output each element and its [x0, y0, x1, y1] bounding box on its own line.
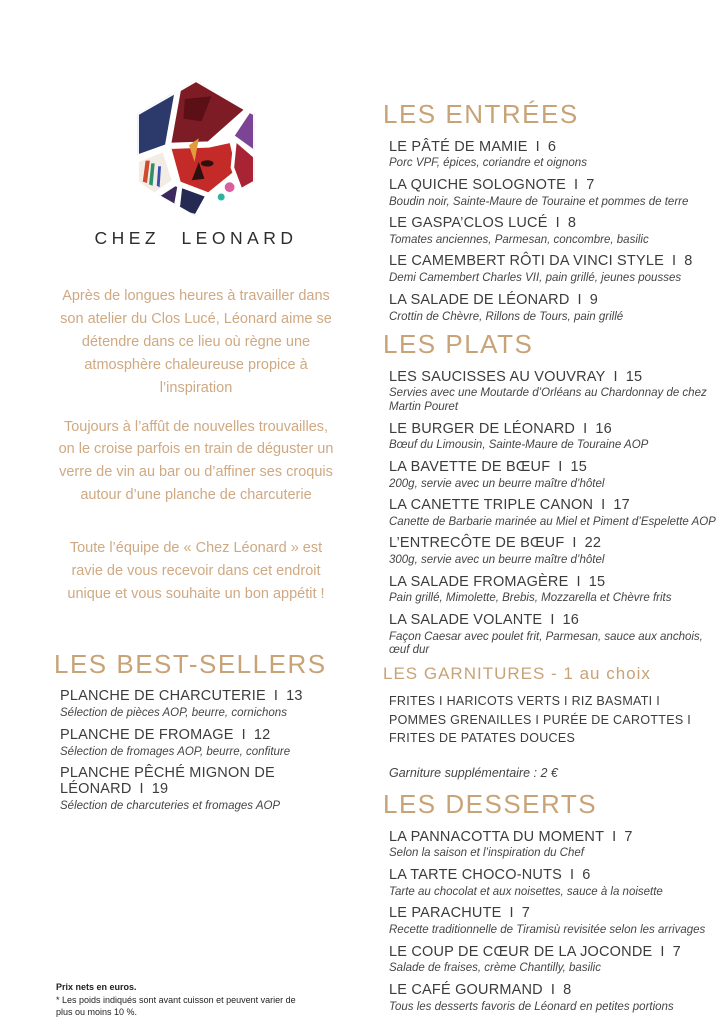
price-separator: I	[550, 981, 556, 998]
item-description: Recette traditionnelle de Tiramisù revisitée selon les arrivages	[389, 924, 706, 937]
item-price: 17	[613, 497, 630, 514]
item-price: 8	[563, 981, 572, 998]
menu-item	[389, 829, 723, 861]
item-description: Façon Caesar avec poulet frit, Parmesan, sauce aux anchois, œuf dur	[389, 630, 703, 657]
item-description: Tomates anciennes, Parmesan, concombre, basilic	[389, 233, 649, 246]
item-name: LES SAUCISSES AU VOUVRAY	[389, 368, 606, 385]
left-column	[54, 78, 338, 820]
item-name: LE GASPA’CLOS LUCÉ	[389, 215, 548, 232]
menu-item	[389, 905, 723, 937]
price-separator: I	[550, 612, 555, 629]
price-separator: I	[273, 688, 279, 705]
price-separator: I	[570, 867, 575, 884]
menu-item	[389, 139, 723, 171]
item-description: Demi Camembert Charles VII, pain grillé, jeunes pousses	[389, 272, 682, 285]
item-description: Porc VPF, épices, coriandre et oignons	[389, 157, 587, 170]
item-price: 12	[253, 726, 271, 743]
menu-item	[60, 688, 338, 720]
item-description: Servies avec une Moutarde d’Orléans au Chardonnay de chez Martin Pouret	[389, 387, 707, 413]
item-price: 16	[595, 420, 612, 437]
price-separator: I	[601, 497, 606, 514]
item-name: LA SALADE VOLANTE	[389, 612, 543, 629]
menu-item	[389, 215, 723, 247]
section-plats	[383, 330, 723, 658]
menu-item	[389, 459, 723, 491]
item-name: LA TARTE CHOCO-NUTS	[389, 867, 562, 884]
logo-detail	[201, 160, 214, 166]
price-separator: I	[660, 943, 665, 960]
hexagon-logo-icon	[126, 78, 266, 218]
price-separator: I	[612, 828, 617, 845]
menu-item	[389, 982, 723, 1014]
garnitures-line: FRITES DE PATATES DOUCES	[389, 731, 576, 746]
menu-item	[389, 177, 723, 209]
garnitures-line: FRITES I HARICOTS VERTS I RIZ BASMATI I	[389, 693, 660, 708]
menu-item	[60, 727, 338, 759]
section-title: LES GARNITURES - 1 au choix	[383, 663, 651, 683]
price-separator: I	[139, 781, 144, 798]
item-name: LA SALADE FROMAGÈRE	[389, 573, 569, 590]
item-description: 200g, servie avec un beurre maître d’hôtel	[389, 477, 605, 490]
price-separator: I	[572, 535, 577, 552]
price-separator: I	[583, 420, 588, 437]
item-price: 7	[521, 905, 531, 922]
price-separator: I	[671, 253, 677, 270]
item-price: 7	[672, 943, 681, 960]
garnitures-options	[383, 692, 723, 748]
item-price: 16	[562, 612, 580, 629]
price-separator: I	[241, 726, 246, 743]
item-price: 15	[625, 368, 643, 385]
item-price: 7	[586, 176, 595, 193]
menu-item	[389, 292, 723, 324]
item-name: LE CAMEMBERT RÔTI DA VINCI STYLE	[389, 253, 664, 270]
item-name: L’ENTRECÔTE DE BŒUF	[389, 535, 565, 552]
item-name: LE BURGER DE LÉONARD	[389, 420, 576, 437]
item-name: LA CANETTE TRIPLE CANON	[389, 497, 594, 514]
item-description: Canette de Barbarie marinée au Miel et Piment d’Espelette AOP	[389, 515, 716, 528]
item-name: LE CAFÉ GOURMAND	[389, 981, 543, 998]
item-name: LE PARACHUTE	[389, 905, 502, 922]
section-title: LES BEST-SELLERS	[54, 648, 327, 679]
price-separator: I	[555, 215, 560, 232]
item-name: PLANCHE PÊCHÉ MIGNON DE LÉONARD	[60, 765, 275, 798]
item-description: Sélection de charcuteries et fromages AOP	[60, 800, 281, 813]
item-name: LA PANNACOTTA DU MOMENT	[389, 828, 605, 845]
item-description: Pain grillé, Mimolette, Brebis, Mozzarella et Chèvre frits	[389, 592, 672, 605]
item-price: 22	[584, 535, 602, 552]
section-title: LES DESSERTS	[383, 789, 598, 820]
item-description: Tarte au chocolat et aux noisettes, sauce à la noisette	[389, 885, 663, 898]
right-column	[383, 100, 723, 1020]
item-description: Selon la saison et l’inspiration du Chef	[389, 847, 584, 860]
item-price: 8	[567, 215, 577, 232]
item-name: PLANCHE DE FROMAGE	[60, 726, 234, 743]
item-name: PLANCHE DE CHARCUTERIE	[60, 688, 266, 705]
item-name: LE COUP DE CŒUR DE LA JOCONDE	[389, 943, 653, 960]
section-desserts	[383, 790, 723, 1014]
intro-paragraph: Toujours à l’affût de nouvelles trouvailles, on le croise parfois en train de déguster un verre de vin au bar ou d’affiner ses croquis autour d’une planche de charcuterie	[58, 418, 334, 504]
brand-name: CHEZ LEONARD	[94, 228, 298, 248]
item-price: 9	[589, 291, 598, 308]
item-name: LE PÂTÉ DE MAMIE	[389, 138, 528, 155]
item-name: LA SALADE DE LÉONARD	[389, 291, 570, 308]
item-price: 19	[151, 781, 169, 798]
garnitures-line: POMMES GRENAILLES I PURÉE DE CAROTTES I	[389, 712, 692, 727]
menu-item	[389, 574, 723, 606]
menu-item	[389, 867, 723, 899]
item-description: Sélection de pièces AOP, beurre, cornichons	[60, 707, 287, 720]
price-separator: I	[574, 176, 579, 193]
price-separator: I	[509, 905, 514, 922]
item-price: 15	[570, 458, 588, 475]
item-description: Bœuf du Limousin, Sainte-Maure de Touraine AOP	[389, 439, 649, 452]
item-price: 6	[547, 138, 557, 155]
section-title: LES PLATS	[383, 329, 534, 360]
intro-text	[54, 285, 338, 606]
item-description: 300g, servie avec un beurre maître d’hôtel	[389, 554, 605, 567]
item-price: 15	[588, 573, 606, 590]
menu-item	[389, 944, 723, 976]
menu-item	[389, 421, 723, 453]
item-price: 13	[286, 688, 303, 705]
intro-paragraph: Toute l’équipe de « Chez Léonard » est ravie de vous recevoir dans cet endroit unique et vous souhaite un bon appétit !	[67, 540, 325, 602]
menu-item	[389, 535, 723, 567]
price-separator: I	[576, 573, 581, 590]
section-title: LES ENTRÉES	[383, 99, 579, 129]
garnitures-supplement: Garniture supplémentaire : 2 €	[389, 766, 558, 781]
price-separator: I	[577, 291, 582, 308]
menu-item	[389, 369, 723, 415]
menu-item	[389, 497, 723, 529]
logo-detail	[218, 194, 225, 201]
section-best-sellers	[54, 650, 338, 814]
section-garnitures	[383, 664, 723, 780]
logo-detail	[225, 182, 235, 192]
item-name: LA QUICHE SOLOGNOTE	[389, 176, 567, 193]
section-entrees	[383, 100, 723, 324]
item-price: 7	[624, 828, 633, 845]
menu-item	[389, 253, 723, 285]
menu-item	[389, 612, 723, 658]
price-separator: I	[535, 138, 540, 155]
item-description: Crottin de Chèvre, Rillons de Tours, pain grillé	[389, 310, 624, 323]
item-description: Boudin noir, Sainte-Maure de Touraine et pommes de terre	[389, 195, 689, 208]
footer-note	[56, 981, 306, 1019]
item-name: LA BAVETTE DE BŒUF	[389, 458, 551, 475]
item-price: 8	[684, 253, 693, 270]
price-separator: I	[558, 458, 563, 475]
footer-weights-note: * Les poids indiqués sont avant cuisson et peuvent varier de plus ou moins 10 %.	[56, 994, 296, 1018]
item-description: Salade de fraises, crème Chantilly, basilic	[389, 962, 601, 975]
intro-paragraph: Après de longues heures à travailler dans son atelier du Clos Lucé, Léonard aime se détendre dans ce lieu où règne une atmosphère chaleureuse propice à l’inspiration	[60, 288, 332, 396]
footer-prices-note: Prix nets en euros.	[56, 982, 137, 992]
item-price: 6	[582, 867, 591, 884]
menu-item	[60, 765, 338, 814]
item-description: Sélection de fromages AOP, beurre, confiture	[60, 745, 291, 758]
item-description: Tous les desserts favoris de Léonard en petites portions	[389, 1000, 674, 1013]
price-separator: I	[613, 368, 618, 385]
